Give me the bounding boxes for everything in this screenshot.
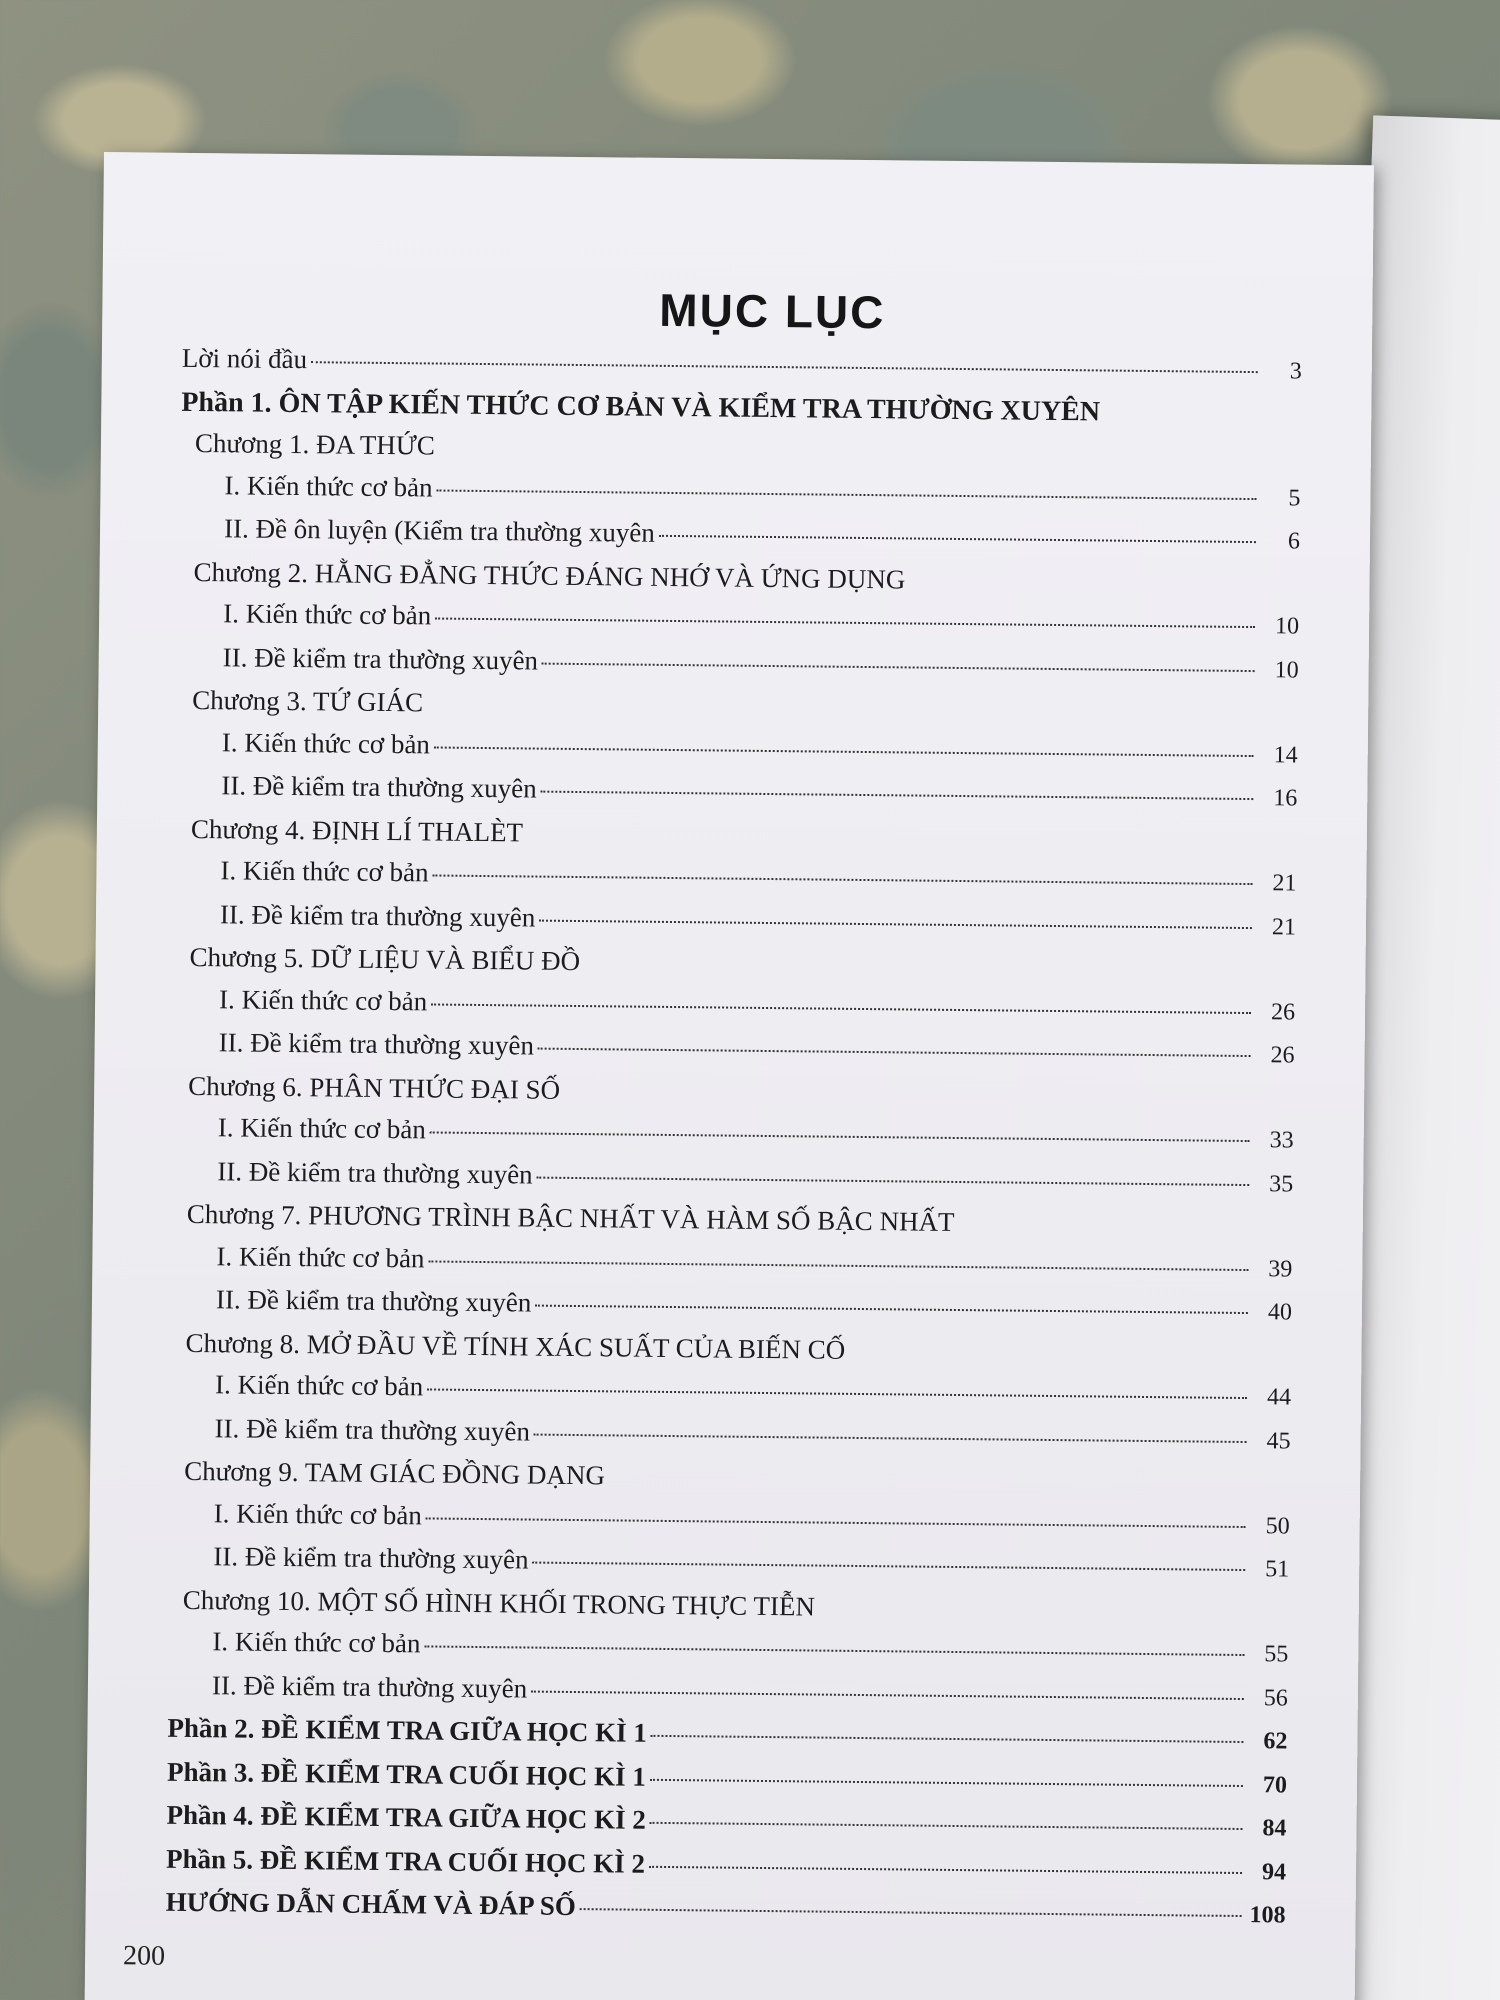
- entry-page: 51: [1265, 1556, 1290, 1583]
- entry-label: I. Kiến thức cơ bản: [214, 1369, 424, 1402]
- entry-label: I. Kiến thức cơ bản: [223, 598, 432, 631]
- entry-page: 14: [1273, 741, 1298, 769]
- dot-leader: [537, 1176, 1250, 1185]
- entry-label: Chương 8. MỞ ĐẦU VỀ TÍNH XÁC SUẤT CỦA BIẾN CỐ: [185, 1327, 846, 1365]
- table-of-contents: [165, 278, 1302, 1937]
- dot-leader: [535, 1305, 1248, 1314]
- entry-label: II. Đề ôn luyện (Kiểm tra thường xuyên: [223, 513, 656, 548]
- entry-label: I. Kiến thức cơ bản: [212, 1626, 421, 1659]
- entry-page: 21: [1271, 913, 1297, 941]
- entry-page: 70: [1262, 1771, 1288, 1798]
- entry-page: 45: [1266, 1427, 1291, 1454]
- entry-label: Phần 2. ĐỀ KIỂM TRA GIỮA HỌC KÌ 1: [167, 1712, 647, 1748]
- entry-label: I. Kiến thức cơ bản: [220, 855, 429, 888]
- dot-leader: [428, 1260, 1248, 1271]
- entry-label: Chương 2. HẰNG ĐẲNG THỨC ĐÁNG NHỚ VÀ ỨNG DỤNG: [193, 556, 906, 594]
- entry-page: 56: [1263, 1684, 1289, 1711]
- entry-page: 62: [1263, 1728, 1288, 1755]
- entry-page: 108: [1249, 1902, 1286, 1929]
- dot-leader: [435, 617, 1255, 628]
- entry-label: Chương 6. PHÂN THỨC ĐẠI SỐ: [188, 1070, 561, 1105]
- entry-label: I. Kiến thức cơ bản: [221, 726, 431, 759]
- entry-page: 33: [1269, 1127, 1294, 1154]
- entry-page: 26: [1270, 998, 1296, 1026]
- entry-label: Lời nói đầu: [181, 342, 308, 375]
- entry-label: Chương 9. TAM GIÁC ĐỒNG DẠNG: [184, 1455, 606, 1491]
- dot-leader: [433, 874, 1253, 885]
- entry-page: 26: [1270, 1042, 1295, 1069]
- entry-page: 10: [1274, 613, 1300, 640]
- dot-leader: [424, 1645, 1244, 1656]
- dot-leader: [650, 1778, 1243, 1786]
- book-page: [85, 152, 1374, 2000]
- entry-label: HƯỚNG DẪN CHẤM VÀ ĐÁP SỐ: [165, 1886, 577, 1922]
- dot-leader: [311, 361, 1258, 373]
- entry-page: 3: [1289, 358, 1302, 385]
- entry-label: II. Đề kiểm tra thường xuyên: [217, 1155, 533, 1190]
- dot-leader: [542, 662, 1255, 671]
- entry-label: I. Kiến thức cơ bản: [216, 1240, 425, 1273]
- entry-label: Phần 4. ĐỀ KIỂM TRA GIỮA HỌC KÌ 2: [166, 1799, 647, 1835]
- entry-label: II. Đề kiểm tra thường xuyên: [211, 1669, 528, 1704]
- entry-label: I. Kiến thức cơ bản: [213, 1497, 422, 1530]
- dot-leader: [531, 1690, 1244, 1699]
- entry-label: Chương 7. PHƯƠNG TRÌNH BẬC NHẤT VÀ HÀM SỐ BẬC NHẤT: [186, 1198, 955, 1237]
- dot-leader: [434, 746, 1254, 757]
- dot-leader: [426, 1517, 1246, 1528]
- entry-label: Chương 1. ĐA THỨC: [194, 427, 435, 461]
- entry-label: Chương 5. DỮ LIỆU VÀ BIỂU ĐỒ: [189, 941, 581, 977]
- entry-label: I. Kiến thức cơ bản: [217, 1112, 427, 1145]
- dot-leader: [650, 1822, 1243, 1830]
- entry-label: I. Kiến thức cơ bản: [224, 469, 433, 502]
- entry-label: II. Đề kiểm tra thường xuyên: [222, 641, 539, 676]
- entry-page: 16: [1273, 785, 1298, 812]
- entry-page: 39: [1268, 1255, 1293, 1283]
- entry-label: Chương 4. ĐỊNH LÍ THALÈT: [190, 813, 524, 847]
- page-number: 200: [122, 1940, 166, 1972]
- entry-page: 40: [1267, 1299, 1293, 1326]
- dot-leader: [651, 1735, 1244, 1743]
- dot-leader: [541, 791, 1254, 800]
- entry-label: II. Đề kiểm tra thường xuyên: [214, 1412, 531, 1447]
- entry-page: 44: [1266, 1384, 1292, 1411]
- dot-leader: [533, 1562, 1246, 1571]
- dot-leader: [427, 1388, 1247, 1399]
- dot-leader: [534, 1433, 1247, 1442]
- entry-label: II. Đề kiểm tra thường xuyên: [219, 898, 536, 933]
- entry-label: II. Đề kiểm tra thường xuyên: [218, 1027, 535, 1061]
- entry-label: Chương 3. TỨ GIÁC: [192, 684, 424, 718]
- entry-page: 50: [1265, 1512, 1290, 1539]
- entry-label: Phần 5. ĐỀ KIỂM TRA CUỐI HỌC KÌ 2: [165, 1843, 646, 1879]
- dot-leader: [431, 1003, 1251, 1014]
- dot-leader: [538, 1048, 1251, 1057]
- entry-label: II. Đề kiểm tra thường xuyên: [213, 1541, 529, 1575]
- entry-page: 5: [1288, 484, 1301, 512]
- entry-page: 10: [1274, 656, 1299, 684]
- entry-label: I. Kiến thức cơ bản: [218, 983, 428, 1016]
- dot-leader: [659, 535, 1256, 543]
- entry-page: 21: [1272, 870, 1297, 897]
- entry-page: 6: [1287, 528, 1301, 555]
- dot-leader: [580, 1908, 1242, 1917]
- dot-leader: [649, 1865, 1242, 1873]
- entry-label: Phần 3. ĐỀ KIỂM TRA CUỐI HỌC KÌ 1: [166, 1756, 647, 1792]
- dot-leader: [430, 1131, 1250, 1142]
- entry-label: Chương 10. MỘT SỐ HÌNH KHỐI TRONG THỰC TIỄN: [182, 1584, 816, 1622]
- entry-page: 84: [1262, 1815, 1287, 1842]
- entry-label: II. Đề kiểm tra thường xuyên: [215, 1284, 532, 1318]
- dot-leader: [539, 919, 1252, 928]
- toc-title: MỤC LỤC: [659, 283, 886, 339]
- entry-page: 35: [1269, 1170, 1294, 1198]
- entry-label: Phần 1. ÔN TẬP KIẾN THỨC CƠ BẢN VÀ KIỂM TRA THƯỜNG XUYÊN: [181, 386, 1101, 427]
- dot-leader: [437, 489, 1257, 500]
- entry-label: II. Đề kiểm tra thường xuyên: [221, 770, 537, 804]
- entry-page: 94: [1261, 1858, 1287, 1885]
- entry-page: 55: [1264, 1641, 1289, 1668]
